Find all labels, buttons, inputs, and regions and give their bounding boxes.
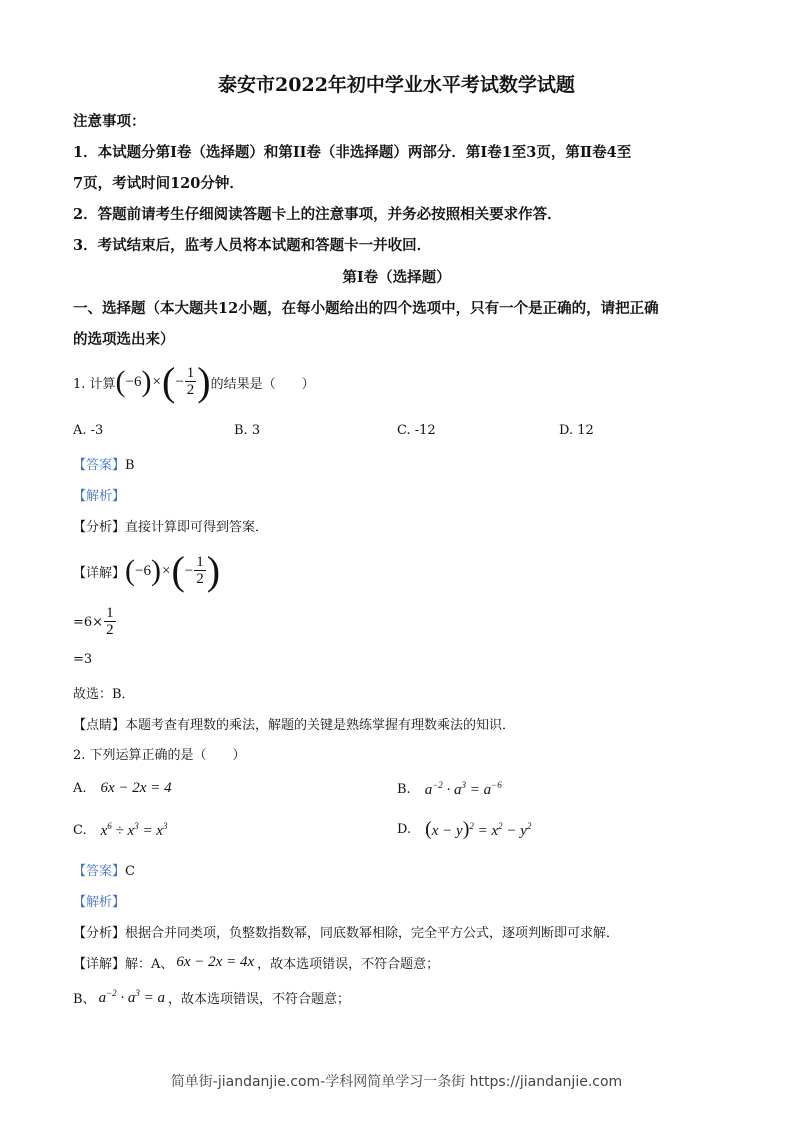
q1-step-1-fraction: $\frac{1}{2}$ [106,605,114,638]
q2-option-b: B. $a^{-2} \cdot a^3 = a^{-6}$ [397,780,502,798]
q2-analysis-tag: 【解析】 [73,895,126,910]
q1-option-c: C. -12 [397,423,436,438]
q2-option-d: D. $(x - y)^2 = x^2 - y^2$ [397,818,532,840]
q1-fraction: $\frac{1}{2}$ [186,365,195,398]
notice-heading: 注意事项： [73,113,146,130]
question-2-stem: 2. 下列运算正确的是（ ） [73,748,246,763]
q1-choose: 故选：B． [73,687,135,702]
q1-analysis-tag: 【解析】 [73,489,126,504]
q1-prefix: 1. 计算 [73,376,116,392]
q2-option-c: C. $x^6 \div x^3 = x^3$ [73,821,168,839]
page-title: 泰安市2022年初中学业水平考试数学试题 [218,74,575,96]
section-title: 第Ⅰ卷（选择题） [342,269,451,286]
notice-item-3: 3．考试结束后，监考人员将本试题和答题卡一并收回． [73,237,432,254]
q1-neg: − [175,373,184,390]
notice-item-1-line-1: 1．本试题分第Ⅰ卷（选择题）和第II卷（非选择题）两部分．第Ⅰ卷1至3页，第Ⅱ卷4至 [73,144,632,161]
q1-step-1: =6× $\frac{1}{2}$ [73,605,114,638]
q2-fenxi: 【分析】根据合并同类项，负整数指数幂，同底数幂相除，完全平方公式，逐项判断即可求解． [73,926,620,941]
q1-term-a: −6 [125,373,142,390]
q1-dianjing: 【点睛】本题考查有理数的乘法，解题的关键是熟练掌握有理数乘法的知识． [73,718,516,733]
q2-option-a: A. 6x − 2x = 4 [73,780,172,796]
q1-fenxi: 【分析】直接计算即可得到答案． [73,520,269,535]
q1-answer: 【答案】B [73,458,135,473]
q2-xiangjie-line-b: B、 $a^{-2} \cdot a^3 = a$ ，故本选项错误，不符合题意； [73,988,351,1007]
page-footer: 简单街-jiandanjie.com-学科网简单学习一条街 https://jiandanjie.com [170,1074,623,1090]
q1-option-b: B. 3 [234,423,261,438]
q2-xiangjie: 【详解】 解：A、 6x − 2x = 4x ，故本选项错误，不符合题意； [73,954,440,972]
q1-xiangjie-expression: ( −6 ) × ( − $\frac{1}{2}$ ) [125,548,221,593]
q1-expression: ( −6 ) × ( − $\frac{1}{2}$ ) [115,359,211,404]
q1-times: × [152,373,161,390]
q2-answer: 【答案】C [73,864,135,879]
q1-option-a: A. -3 [73,423,104,438]
q1-xiangjie: 【详解】 ( −6 ) × ( − $\frac{1}{2}$ ) [73,548,221,593]
q1-option-d: D. 12 [559,423,594,438]
notice-item-2: 2．答题前请考生仔细阅读答题卡上的注意事项，并务必按照相关要求作答． [73,206,562,223]
q1-step-2: =3 [73,652,93,667]
part1-heading-line-1: 一、选择题（本大题共12小题，在每小题给出的四个选项中，只有一个是正确的，请把正确 [73,300,659,317]
part1-heading-line-2: 的选项选出来） [73,331,175,348]
q1-suffix: 的结果是（ ） [210,376,315,392]
question-1-stem [73,360,315,404]
notice-item-1-line-2: 7页，考试时间120分钟． [73,175,244,192]
